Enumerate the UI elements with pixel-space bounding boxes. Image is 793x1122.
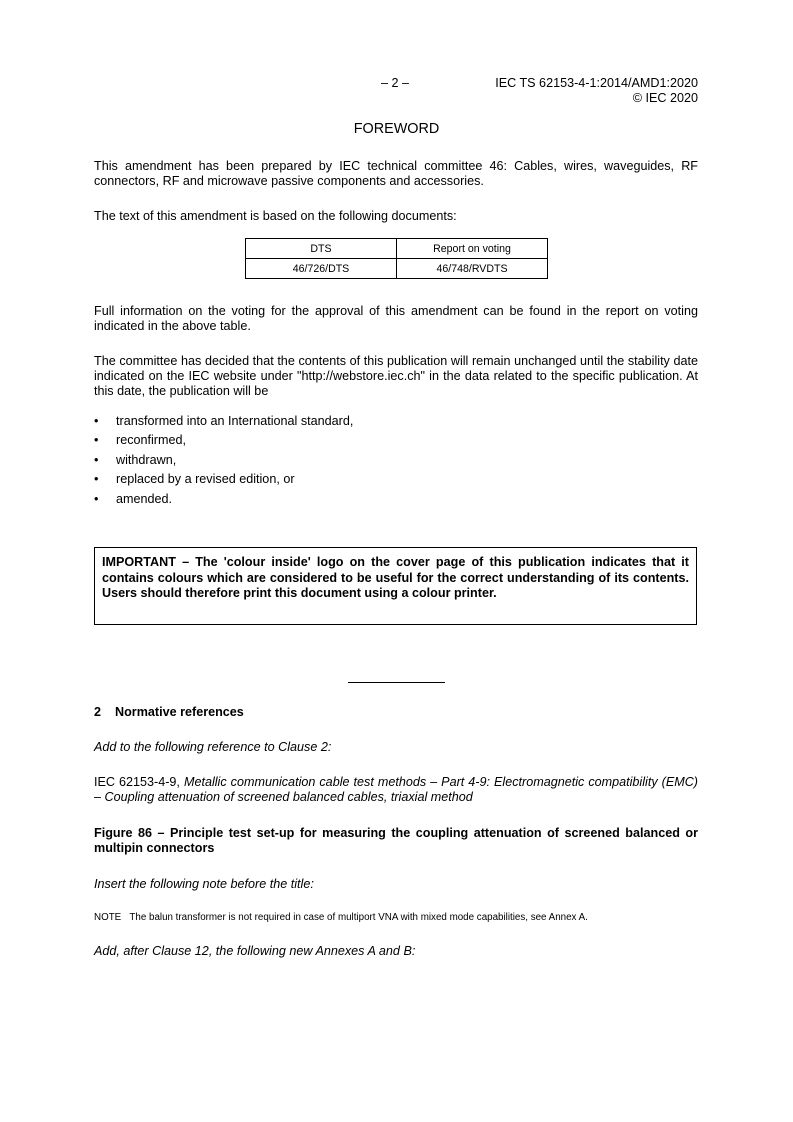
list-item-text: withdrawn, (116, 452, 177, 467)
table-header-cell: DTS (246, 239, 397, 259)
bullet-icon: • (94, 491, 99, 506)
paragraph-stability: The committee has decided that the contents of this publication will remain unchanged until the stability date indicated on the IEC website under "http://webstore.iec.ch" in the data related to the specific publication. At this date, the publication will be (94, 354, 698, 398)
document-id: IEC TS 62153-4-1:2014/AMD1:2020 (495, 76, 698, 90)
list-item-text: replaced by a revised edition, or (116, 472, 295, 487)
table-row (246, 259, 548, 279)
section-heading (94, 705, 244, 719)
reference-entry (94, 775, 698, 805)
list-item (94, 452, 353, 471)
note-text: The balun transformer is not required in case of multiport VNA with mixed mode capabilities, see Annex A. (129, 912, 588, 923)
important-notice-box: IMPORTANT – The 'colour inside' logo on the cover page of this publication indicates that it contains colours which are considered to be useful for the correct understanding of its contents. Users should therefore print this document using a colour printer. (94, 547, 697, 625)
list-item-text: amended. (116, 491, 173, 506)
note (94, 912, 588, 923)
section-number: 2 (94, 705, 102, 719)
copyright-notice: © IEC 2020 (632, 91, 698, 105)
list-item-text: reconfirmed, (116, 433, 186, 448)
reference-title: Metallic communication cable test methods – Part 4-9: Electromagnetic compatibility (EMC) – Coupling attenuation of screened balanced cables, triaxial method (94, 775, 699, 804)
figure-title: Figure 86 – Principle test set-up for measuring the coupling attenuation of screened balanced or multipin connectors (94, 826, 698, 855)
foreword-title: FOREWORD (353, 121, 440, 137)
list-item (94, 471, 353, 490)
bullet-icon: • (94, 472, 99, 487)
list-item (94, 432, 353, 451)
list-item-text: transformed into an International standard, (116, 414, 354, 428)
instruction-insert-note: Insert the following note before the title: (94, 877, 314, 891)
separator-rule (348, 682, 445, 683)
bullet-icon: • (94, 452, 99, 467)
paragraph-committee: This amendment has been prepared by IEC technical committee 46: Cables, wires, waveguides, RF connectors, RF and microwave passive components and accessories. (94, 159, 698, 188)
table-cell: 46/726/DTS (246, 259, 397, 279)
reference-id: IEC 62153-4-9, (94, 775, 180, 789)
table-header-cell: Report on voting (397, 239, 548, 259)
list-item (94, 413, 353, 432)
table-cell: 46/748/RVDTS (397, 259, 548, 279)
paragraph-voting-info: Full information on the voting for the approval of this amendment can be found in the report on voting indicated in the above table. (94, 304, 698, 333)
bullet-icon: • (94, 414, 99, 428)
outcome-list (94, 413, 353, 510)
list-item (94, 491, 353, 510)
table-header-row (246, 239, 548, 259)
page-number: – 2 – (381, 76, 410, 90)
documents-table (245, 238, 548, 279)
paragraph-documents-intro: The text of this amendment is based on the following documents: (94, 209, 457, 223)
instruction-add-reference: Add to the following reference to Clause 2: (94, 740, 332, 754)
document-reference (495, 76, 698, 106)
bullet-icon: • (94, 433, 99, 448)
section-title: Normative references (115, 705, 244, 719)
page-header (94, 76, 698, 108)
note-label: NOTE (94, 912, 122, 923)
instruction-add-annexes: Add, after Clause 12, the following new Annexes A and B: (94, 944, 416, 958)
